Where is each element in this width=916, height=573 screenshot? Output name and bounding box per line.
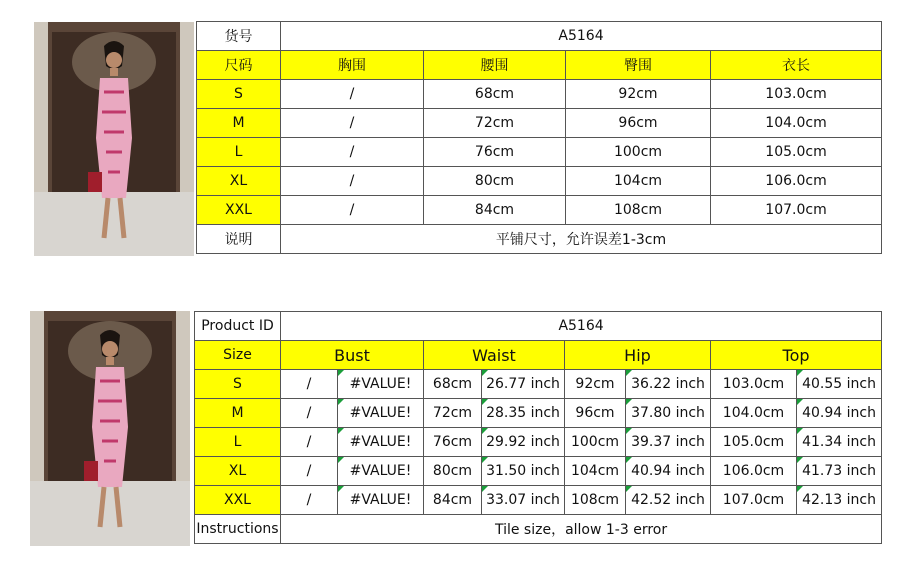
- product-id-value: A5164: [281, 312, 882, 341]
- length-cell: 105.0cm: [711, 138, 882, 167]
- product-id-value: A5164: [281, 22, 882, 51]
- product-id-row: [197, 22, 882, 51]
- size-cell: XL: [197, 167, 281, 196]
- product-id-label: Product ID: [195, 312, 281, 341]
- table-row: [197, 138, 882, 167]
- header-size: Size: [195, 341, 281, 370]
- hip-inch-cell: 36.22 inch: [626, 370, 711, 399]
- hip-cell: 100cm: [566, 138, 711, 167]
- hip-cell: 108cm: [566, 196, 711, 225]
- hip-cm-cell: 96cm: [565, 399, 626, 428]
- product-photo-top: [34, 22, 194, 256]
- header-hip: Hip: [565, 341, 711, 370]
- top-inch-cell: 40.94 inch: [797, 399, 882, 428]
- bust-cell: /: [281, 196, 424, 225]
- hip-cell: 92cm: [566, 80, 711, 109]
- size-table-en: [194, 311, 882, 544]
- waist-cell: 80cm: [424, 167, 566, 196]
- product-id-label: 货号: [197, 22, 281, 51]
- length-cell: 103.0cm: [711, 80, 882, 109]
- size-table-cn: [196, 21, 882, 254]
- hip-cell: 104cm: [566, 167, 711, 196]
- bust-inch-cell: #VALUE!: [338, 370, 424, 399]
- notes-row: [197, 225, 882, 254]
- table-row: [195, 457, 882, 486]
- hip-cell: 96cm: [566, 109, 711, 138]
- table-row: [195, 370, 882, 399]
- table-row: [197, 167, 882, 196]
- top-cm-cell: 106.0cm: [711, 457, 797, 486]
- bust-inch-cell: #VALUE!: [338, 486, 424, 515]
- header-waist: 腰围: [424, 51, 566, 80]
- bust-cell: /: [281, 138, 424, 167]
- top-cm-cell: 103.0cm: [711, 370, 797, 399]
- header-row: [197, 51, 882, 80]
- header-length: 衣长: [711, 51, 882, 80]
- table-row: [197, 80, 882, 109]
- bust-cell: /: [281, 167, 424, 196]
- waist-cm-cell: 80cm: [424, 457, 482, 486]
- size-cell: S: [195, 370, 281, 399]
- notes-text: 平铺尺寸，允许误差1-3cm: [281, 225, 882, 254]
- bust-cm-cell: /: [281, 370, 338, 399]
- waist-inch-cell: 26.77 inch: [482, 370, 565, 399]
- product-photo-bottom: [30, 311, 190, 546]
- hip-cm-cell: 108cm: [565, 486, 626, 515]
- top-cm-cell: 104.0cm: [711, 399, 797, 428]
- hip-inch-cell: 42.52 inch: [626, 486, 711, 515]
- bust-cell: /: [281, 80, 424, 109]
- bust-cm-cell: /: [281, 428, 338, 457]
- top-inch-cell: 41.73 inch: [797, 457, 882, 486]
- top-inch-cell: 40.55 inch: [797, 370, 882, 399]
- waist-inch-cell: 29.92 inch: [482, 428, 565, 457]
- header-top: Top: [711, 341, 882, 370]
- waist-cell: 84cm: [424, 196, 566, 225]
- header-bust: Bust: [281, 341, 424, 370]
- table-row: [197, 196, 882, 225]
- header-waist: Waist: [424, 341, 565, 370]
- size-cell: M: [197, 109, 281, 138]
- waist-cm-cell: 76cm: [424, 428, 482, 457]
- length-cell: 104.0cm: [711, 109, 882, 138]
- waist-cm-cell: 72cm: [424, 399, 482, 428]
- waist-cell: 68cm: [424, 80, 566, 109]
- header-hip: 臀围: [566, 51, 711, 80]
- bust-cell: /: [281, 109, 424, 138]
- waist-cell: 76cm: [424, 138, 566, 167]
- bust-inch-cell: #VALUE!: [338, 428, 424, 457]
- bust-cm-cell: /: [281, 399, 338, 428]
- size-cell: L: [197, 138, 281, 167]
- hip-inch-cell: 37.80 inch: [626, 399, 711, 428]
- table-row: [195, 428, 882, 457]
- bust-cm-cell: /: [281, 486, 338, 515]
- waist-inch-cell: 31.50 inch: [482, 457, 565, 486]
- size-cell: M: [195, 399, 281, 428]
- waist-cm-cell: 84cm: [424, 486, 482, 515]
- notes-label: Instructions: [195, 515, 281, 544]
- size-cell: XL: [195, 457, 281, 486]
- top-cm-cell: 105.0cm: [711, 428, 797, 457]
- waist-cm-cell: 68cm: [424, 370, 482, 399]
- size-cell: XXL: [197, 196, 281, 225]
- product-id-row: [195, 312, 882, 341]
- header-row: [195, 341, 882, 370]
- hip-inch-cell: 39.37 inch: [626, 428, 711, 457]
- top-cm-cell: 107.0cm: [711, 486, 797, 515]
- hip-inch-cell: 40.94 inch: [626, 457, 711, 486]
- length-cell: 106.0cm: [711, 167, 882, 196]
- notes-label: 说明: [197, 225, 281, 254]
- size-cell: S: [197, 80, 281, 109]
- waist-cell: 72cm: [424, 109, 566, 138]
- header-size: 尺码: [197, 51, 281, 80]
- waist-inch-cell: 33.07 inch: [482, 486, 565, 515]
- waist-inch-cell: 28.35 inch: [482, 399, 565, 428]
- top-inch-cell: 42.13 inch: [797, 486, 882, 515]
- header-bust: 胸围: [281, 51, 424, 80]
- size-cell: L: [195, 428, 281, 457]
- notes-text: Tile size，allow 1-3 error: [281, 515, 882, 544]
- hip-cm-cell: 104cm: [565, 457, 626, 486]
- table-row: [195, 486, 882, 515]
- bust-inch-cell: #VALUE!: [338, 399, 424, 428]
- hip-cm-cell: 92cm: [565, 370, 626, 399]
- table-row: [197, 109, 882, 138]
- bust-cm-cell: /: [281, 457, 338, 486]
- table-row: [195, 399, 882, 428]
- notes-row: [195, 515, 882, 544]
- size-cell: XXL: [195, 486, 281, 515]
- top-inch-cell: 41.34 inch: [797, 428, 882, 457]
- hip-cm-cell: 100cm: [565, 428, 626, 457]
- bust-inch-cell: #VALUE!: [338, 457, 424, 486]
- length-cell: 107.0cm: [711, 196, 882, 225]
